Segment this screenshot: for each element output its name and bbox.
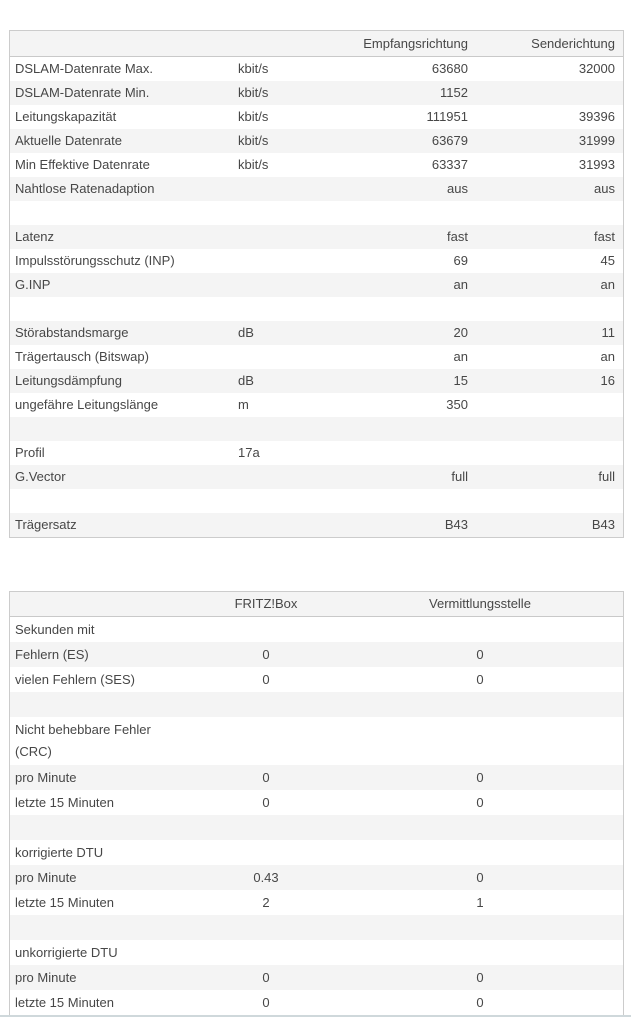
row-label: Störabstandsmarge (15, 325, 129, 340)
error-counter-table (9, 591, 624, 1016)
row-unit: m (238, 397, 249, 412)
table-row (10, 225, 623, 249)
row-label: Aktuelle Datenrate (15, 133, 122, 148)
row-unit: kbit/s (238, 133, 269, 148)
row-value-tx: 39396 (578, 109, 615, 124)
table-row (10, 273, 623, 297)
row-value-vs (298, 717, 623, 765)
row-label: pro Minute (15, 870, 77, 885)
table-row (10, 57, 623, 81)
table-row (10, 642, 623, 667)
row-unit: 17a (238, 445, 260, 460)
row-value-tx: fast (594, 229, 615, 244)
row-label: Nicht behebbare Fehler (CRC) (15, 722, 151, 759)
row-label: DSLAM-Datenrate Max. (15, 61, 153, 76)
row-unit: dB (238, 373, 254, 388)
row-value-tx: 45 (600, 253, 615, 268)
section-row (10, 940, 623, 965)
row-value-tx: 31993 (578, 157, 615, 172)
spacer-row (10, 692, 623, 717)
row-value-tx (468, 81, 623, 105)
row-value-rx (348, 441, 468, 465)
row-unit: kbit/s (238, 61, 269, 76)
spacer-row (10, 915, 623, 940)
row-value-fb: 0 (262, 795, 270, 810)
row-value-vs: 0 (476, 647, 484, 662)
row-value-tx: B43 (591, 517, 615, 532)
row-label: letzte 15 Minuten (15, 895, 115, 910)
header-empty-unit (238, 31, 348, 56)
row-label: korrigierte DTU (15, 845, 104, 860)
row-value-tx: full (598, 469, 615, 484)
row-value-tx: aus (594, 181, 615, 196)
row-unit (238, 177, 348, 201)
row-label: Latenz (15, 229, 55, 244)
dsl-table-header-row (10, 31, 623, 57)
spacer-row (10, 489, 623, 513)
row-label: Impulsstörungsschutz (INP) (15, 253, 175, 268)
row-label: Leitungskapazität (15, 109, 117, 124)
row-label: Min Effektive Datenrate (15, 157, 150, 172)
page-bottom-divider (0, 1015, 631, 1017)
table-row (10, 965, 623, 990)
row-value-vs: 0 (476, 970, 484, 985)
row-label: letzte 15 Minuten (15, 795, 115, 810)
spacer-row (10, 815, 623, 840)
table-row (10, 105, 623, 129)
row-label: pro Minute (15, 970, 77, 985)
table-row (10, 865, 623, 890)
row-unit (238, 225, 348, 249)
row-label: Nahtlose Ratenadaption (15, 181, 155, 196)
row-value-rx: full (451, 469, 468, 484)
row-value-tx: 16 (600, 373, 615, 388)
row-label: Trägersatz (15, 517, 77, 532)
row-value-vs: 1 (476, 895, 484, 910)
table-row (10, 81, 623, 105)
row-value-rx: 1152 (440, 85, 468, 100)
row-label: DSLAM-Datenrate Min. (15, 85, 150, 100)
row-value-rx: 69 (453, 253, 468, 268)
row-value-tx: 11 (601, 325, 615, 340)
row-label: ungefähre Leitungslänge (15, 397, 159, 412)
header-empty-label (10, 31, 238, 56)
header-senderichtung: Senderichtung (531, 36, 615, 51)
table-row (10, 345, 623, 369)
row-unit (238, 273, 348, 297)
section-row (10, 840, 623, 865)
table-row (10, 153, 623, 177)
section-row (10, 617, 623, 642)
row-label: vielen Fehlern (SES) (15, 672, 135, 687)
row-value-rx: 111951 (426, 109, 468, 124)
row-label: Sekunden mit (15, 622, 95, 637)
row-value-fb: 0 (262, 970, 270, 985)
table-row (10, 177, 623, 201)
table-row (10, 249, 623, 273)
row-value-fb (212, 940, 320, 965)
row-label: pro Minute (15, 770, 77, 785)
row-value-tx: 31999 (578, 133, 615, 148)
row-label: Profil (15, 445, 45, 460)
row-value-rx: 63679 (431, 133, 468, 148)
row-value-rx: 63680 (431, 61, 468, 76)
row-value-vs: 0 (476, 795, 484, 810)
row-value-fb: 0 (262, 995, 270, 1010)
table-row (10, 321, 623, 345)
row-unit: kbit/s (238, 85, 269, 100)
table-row (10, 513, 623, 537)
row-value-tx: 32000 (578, 61, 615, 76)
row-label: letzte 15 Minuten (15, 995, 115, 1010)
row-value-fb: 0.43 (253, 870, 279, 885)
row-value-rx: an (453, 277, 468, 292)
table-row (10, 369, 623, 393)
row-unit: kbit/s (238, 109, 269, 124)
row-value-vs: 0 (476, 995, 484, 1010)
row-value-vs (320, 617, 623, 642)
row-value-vs (320, 840, 623, 865)
row-value-fb: 0 (262, 672, 270, 687)
table-row (10, 890, 623, 915)
section-row (10, 717, 623, 765)
row-value-fb (190, 717, 298, 765)
row-value-tx (468, 393, 623, 417)
table-row (10, 129, 623, 153)
row-label: G.Vector (15, 469, 66, 484)
row-unit: kbit/s (238, 157, 269, 172)
row-value-vs (320, 940, 623, 965)
row-value-fb (212, 617, 320, 642)
header-empty-label (10, 592, 212, 616)
row-value-tx: an (600, 349, 615, 364)
table-row (10, 393, 623, 417)
row-value-rx: an (453, 349, 468, 364)
row-value-rx: 20 (453, 325, 468, 340)
row-value-rx: 63337 (431, 157, 468, 172)
row-value-tx: an (600, 277, 615, 292)
row-label: G.INP (15, 277, 51, 292)
row-value-fb: 0 (262, 770, 270, 785)
row-label: unkorrigierte DTU (15, 945, 118, 960)
row-label: Fehlern (ES) (15, 647, 89, 662)
row-unit (238, 465, 348, 489)
error-table-header-row (10, 592, 623, 617)
table-row (10, 990, 623, 1015)
row-value-tx (468, 441, 623, 465)
row-value-fb: 0 (262, 647, 270, 662)
row-value-fb (212, 840, 320, 865)
row-unit (238, 513, 348, 537)
row-value-fb: 2 (262, 895, 270, 910)
header-fritzbox: FRITZ!Box (234, 596, 298, 611)
header-vermittlungsstelle: Vermittlungsstelle (429, 596, 531, 611)
row-value-vs: 0 (476, 672, 484, 687)
row-unit (238, 345, 348, 369)
row-value-rx: aus (447, 181, 468, 196)
table-row (10, 765, 623, 790)
row-label: Trägertausch (Bitswap) (15, 349, 149, 364)
header-empfangsrichtung: Empfangsrichtung (363, 36, 468, 51)
table-row (10, 465, 623, 489)
row-label: Leitungsdämpfung (15, 373, 122, 388)
spacer-row (10, 417, 623, 441)
spacer-row (10, 297, 623, 321)
row-unit: dB (238, 325, 254, 340)
spacer-row (10, 201, 623, 225)
row-value-rx: fast (447, 229, 468, 244)
table-row (10, 441, 623, 465)
row-value-rx: B43 (444, 517, 468, 532)
row-value-vs: 0 (476, 870, 484, 885)
table-row (10, 667, 623, 692)
row-unit (238, 249, 348, 273)
row-value-rx: 15 (453, 373, 468, 388)
row-value-rx: 350 (446, 397, 468, 412)
row-value-vs: 0 (476, 770, 484, 785)
dsl-info-table (9, 30, 624, 538)
table-row (10, 790, 623, 815)
